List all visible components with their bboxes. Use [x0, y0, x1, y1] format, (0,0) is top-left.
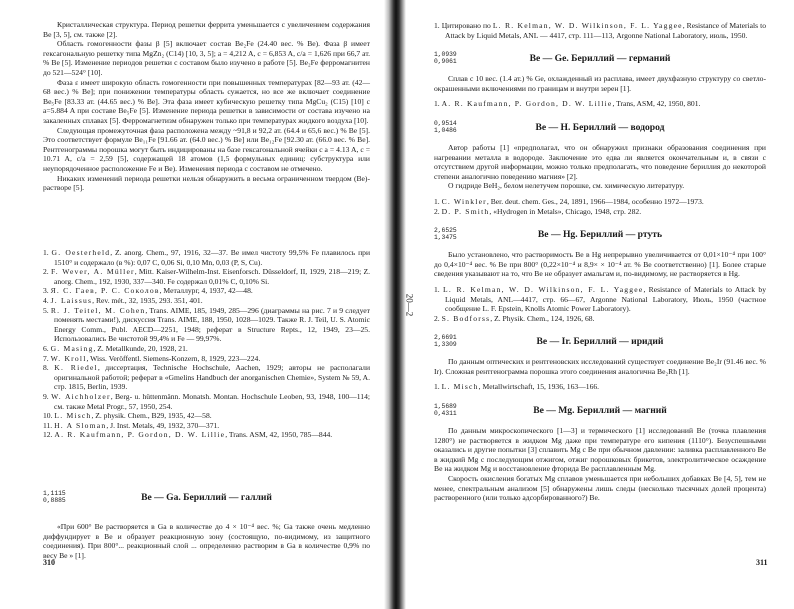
- paragraph: Автор работы [1] «предполагал, что он обнаружил признаки образования соединения при нагревании металла в водороде. Заключение это едва ли является окончательным и, в связи с отсутствием другой информации, можно только предполагать, что поведение бериллия до некоторой степени аналогично поведению магния» [2].: [434, 142, 766, 181]
- section-heading: [434, 227, 766, 247]
- reference: [43, 421, 370, 431]
- reference-text: , Z. Physik. Chem., 124, 1926, 68.: [490, 313, 595, 323]
- reference-number: 12.: [43, 430, 53, 440]
- section-heading: [43, 490, 370, 510]
- reference-author: W. Aichholzer: [51, 391, 111, 401]
- reference-author: K. Riedel: [54, 363, 98, 373]
- reference: [43, 306, 370, 344]
- reference-number: 10.: [43, 411, 53, 421]
- section-body: [434, 143, 766, 191]
- reference: [43, 354, 370, 364]
- section-title: Be — Ir. Бериллий — иридий: [536, 336, 664, 348]
- reference-author: L. Misch: [441, 382, 479, 392]
- reference-text: , Ber. deut. chem. Ges., 24, 1891, 1966—1984, особенно 1972—1973.: [486, 196, 704, 206]
- section-body: [434, 357, 766, 376]
- reference-author: W. Kroll: [50, 353, 87, 363]
- ratio-bottom: 0,8885: [43, 497, 66, 504]
- section: [434, 51, 766, 109]
- reference-number: 2.: [434, 313, 440, 323]
- paragraph: По данным оптических и рентгеновских исследований существует соединение Be₂Ir (91.46 вес. % Ir). Сложная рентгенограмма порошка этого соединения аналогична Be₂Rh [1].: [434, 357, 766, 376]
- reference-number: 1.: [434, 21, 440, 30]
- section-body: [434, 426, 766, 503]
- section-body: [434, 74, 766, 93]
- section-references: [434, 99, 766, 109]
- reference: [43, 430, 370, 440]
- reference: [43, 392, 370, 411]
- section-title: Be — H. Бериллий — водород: [535, 121, 665, 133]
- section: [434, 120, 766, 216]
- section-title: Be — Ga. Бериллий — галлий: [141, 492, 272, 503]
- paragraph: Область гомогенности фазы β [5] включает состав Be₂Fe (24.40 вес. % Be). Фаза β имеет гексагональную решетку типа MgZn₂ (C14) [10, 3, 5]; a = 4,212 A, c = 6,853 A, c/a = 1,626 при 66,7 ат. % Be [5]. Изменение периодов решетки с составом было изучено в работе [5]. Be₂Fe ферромагнитен до 521—524° [10].: [43, 39, 370, 77]
- reference-text: , Trans. ASM, 42, 1950, 785—844.: [225, 430, 333, 440]
- reference-text: , Berg- u. hüttenmänn. Monatsh. Montan. Hochschule Leoben, 93, 1948, 100—114; см. также Metal Progr., 57, 1950, 254.: [54, 391, 370, 411]
- reference-author: L. R. Kelman, W. D. Wilkinson, F. L. Yaggee: [492, 21, 683, 30]
- section-references: [434, 197, 766, 216]
- reference-author: D. P. Smith: [441, 206, 490, 216]
- reference-number: 8.: [43, 363, 49, 373]
- reference-number: 2.: [434, 206, 440, 216]
- right-page-body: [434, 21, 766, 503]
- section: [434, 227, 766, 323]
- paragraph: Скорость окисления богатых Mg сплавов уменьшается при небольших добавках Be [4, 5], тем не менее, спектральным анализом [5] обнаружены лишь следы (несколько тысячных долей процента) растворенного (или только адсорбированного?) Be.: [434, 474, 766, 503]
- reference-text: , Металлург, 4, 1937, 42—48.: [159, 286, 253, 296]
- section-be-ga: [43, 490, 370, 560]
- paragraph: Никаких изменений периода решетки нельзя обнаружить в весьма ограниченном твердом (Be)-растворе [5].: [43, 173, 370, 193]
- page-number-right: 311: [756, 558, 768, 567]
- reference-number: 2.: [43, 267, 49, 277]
- section-heading: [434, 51, 766, 71]
- reference: [434, 197, 766, 207]
- reference-text: , Resistance of Materials to Attack by Liquid Metals, ANL—4417, стр. 66—67, Argonne National Laboratory, Июль, 1950 (частное сообщение L. F. Epstein, Knolls Atomic Power Laboratory).: [445, 284, 766, 314]
- reference-author: C. Winkler: [441, 196, 487, 206]
- reference-number: 7.: [43, 353, 49, 363]
- left-page-references: [43, 248, 370, 440]
- reference-text: , Mitt. Kaiser-Wilhelm-Inst. Eisenforsch. Düsseldorf, II, 1929, 218—219; Z. anorg. Chem., 192, 1930, 337—340. Fe содержал 0,01% C, 0,10% Si.: [54, 267, 370, 286]
- reference: [43, 411, 370, 421]
- section-title: Be — Mg. Бериллий — магний: [533, 405, 667, 417]
- reference-number: 1.: [43, 248, 49, 257]
- reference-author: J. Laissus: [50, 295, 93, 305]
- reference-author: L. R. Kelman, W. D. Wilkinson, F. L. Yaggee: [443, 284, 644, 294]
- reference-author: S. Bodforss: [441, 313, 491, 323]
- reference-text: , Metallwirtschaft, 15, 1936, 163—166.: [478, 382, 600, 392]
- page-number-left: 310: [43, 558, 55, 567]
- paragraph: Фаза ε имеет широкую область гомогенности при повышенных температурах [82—93 ат. (42—68 вес.) % Be]; при понижении температуры область сужается, но все же включает соединение Be₅Fe [83.33 ат. (44.65 вес.) % Be]. Эта фаза имеет кубическую решетку типа MgCu₂ (C15) [10] с a=5.884 A при составе Be₅Fe [5]. Изменение периода решетки в зависимости от состава изучено на закаленных сплавах [5]. Ферромагнетизм обнаружен только при температурах жидкого воздуха [10].: [43, 77, 370, 125]
- ratio-bottom: 1,0486: [434, 126, 457, 134]
- reference-lead: Цитировано по: [441, 21, 493, 30]
- paragraph: О гидриде BeH₂, белом нелетучем порошке, см. химическую литературу.: [448, 181, 685, 191]
- ratio-top: 0,9514: [434, 119, 457, 127]
- reference-author: R. J. Teitel, M. Cohen: [50, 305, 146, 315]
- reference-number: 4.: [43, 295, 49, 305]
- paragraph: Было установлено, что растворимость Be в Hg непрерывно увеличивается от 0,01×10⁻⁴ при 100° до 0,4×10⁻⁴ вес. % Be при 800° (0,22×10⁻⁴ и 8,9× × 10⁻⁴ ат. % Be соответственно) [1]. Более старые сведения указывают на то, что Be не образует амальгам и, по-видимому, не растворяется в Hg.: [434, 250, 766, 279]
- reference-author: A. R. Kaufmann, P. Gordon, D. W. Lillie: [441, 99, 613, 109]
- reference-author: A. R. Kaufmann, P. Gordon, D. W. Lillie: [54, 430, 226, 440]
- reference-number: 1.: [434, 284, 440, 294]
- paragraph: «При 600° Be растворяется в Ga в количестве до 4 × 10⁻⁴ вес. %; Ga также очень медленно диффундирует в Be и образует реакционную зону (состоящую, по-видимому, из защитного соединения). При 800°... реакционный слой ... определенно растворим в Ga в количестве 0,9% по весу Be » [1].: [43, 522, 370, 560]
- section-heading: [434, 334, 766, 354]
- reference-number: 6.: [43, 343, 49, 353]
- reference-text: , «Hydrogen in Metals», Chicago, 1948, стр. 282.: [489, 206, 642, 216]
- reference-author: F. Wever, A. Müller: [50, 267, 135, 277]
- reference-author: Я. С. Гаев, Р. С. Соколов: [50, 286, 160, 296]
- reference-text: , Z. anorg. Chem., 97, 1916, 32—37. Be имел чистоту 99,5% Fe плавилось при 1510° и содержало (в %): 0,07 C, 0,06 Si, 0,10 Mn, 0,03 (P, S, Cu).: [54, 248, 371, 267]
- reference-author: G. Masing: [50, 343, 94, 353]
- reference-number: 1.: [434, 382, 440, 392]
- reference-text: , Z. physik. Chem., B29, 1935, 42—58.: [91, 411, 212, 421]
- paragraph: По данным микроскопического [1—3] и термического [1] исследований Be (точка плавления 1280°) не растворяется в жидком Mg даже при температуре его кипения (1110°). Безуспешными оказались и другие попытки [3] сплавить Mg с Be при обычном давлении: заливка расплавленного Be в жидкий Mg с последующим отжигом, отжиг порошковых брикетов, электролитическое осаждение Be на жидком Mg и восстановление фторида Be расплавленным Mg.: [434, 426, 766, 474]
- ratio-bottom: 0,9061: [434, 58, 457, 66]
- reference: [43, 248, 370, 267]
- gutter-mark: 20—2: [404, 293, 415, 317]
- reference: [434, 314, 766, 324]
- ratio-top: 1,0939: [434, 51, 457, 59]
- paragraph: Следующая промежуточная фаза расположена между ~91,8 и 92,2 ат. (64.4 и 65,6 вес.) % Be [5]. Это соответствует формуле Be₁₁Fe [91.66 ат. (64.0 вес.) % Be] или Be₁₂Fe [92.30 ат. (66.0 вес. % Be]. Рентгенограммы порошка могут быть индицированы на базе гексагональной ячейки с a = 4.13 A, c = 10.71 A, c/a = 2,59 [5], содержащей 18 атомов (1,5 формульных единиц: субструктура или неупорядоченное расположение Fe и Be). Изменения периода с составом не отмечено.: [43, 125, 370, 173]
- ratio-bottom: 1,3475: [434, 234, 457, 242]
- reference-text: , Rev. mét., 32, 1935, 293. 351, 401.: [92, 295, 203, 305]
- paragraph: Сплав с 10 вес. (1.4 ат.) % Ge, охлажденный из расплава, имеет двухфазную структуру со светло-окрашенными включениями по границам и внутри зерен [1].: [434, 74, 766, 93]
- reference: [434, 99, 766, 109]
- section-title: Be — Ge. Бериллий — германий: [529, 53, 671, 65]
- reference: [434, 21, 766, 40]
- ratio-top: 2,6691: [434, 334, 457, 342]
- reference-number: 11.: [43, 420, 53, 430]
- reference-author: G. Oesterheld: [51, 248, 111, 257]
- reference-number: 1.: [434, 196, 440, 206]
- ratio-top: 2,6525: [434, 227, 457, 235]
- ratio-bottom: 1,3309: [434, 341, 457, 349]
- section: [434, 334, 766, 392]
- left-page-body: [43, 20, 370, 193]
- reference: [434, 207, 766, 217]
- reference-author: H. A Sloman: [54, 420, 107, 430]
- reference: [43, 286, 370, 296]
- reference: [43, 363, 370, 392]
- ratio-bottom: 0,4311: [434, 410, 457, 418]
- reference-text: , Trans. AIME, 185, 1949, 285—296 (диаграммы на рис. 7 и 9 следует поменять местами!), дискуссия Trans. AIME, 188, 1950, 1028—1029. Также R. J. Teil, U. S. Atomic Energy Comm., Publ. AECD—2251, 1948; реферат в Structure Repts., 12, 1949, 23—25. Использовались Be чистотой 99,4% и Fe — 99,97%.: [54, 305, 370, 344]
- reference-text: , Trans, ASM, 42, 1950, 801.: [612, 99, 701, 109]
- reference: [43, 267, 370, 286]
- reference: [43, 296, 370, 306]
- section-title: Be — Hg. Бериллий — ртуть: [537, 229, 663, 241]
- section-body: [434, 250, 766, 279]
- reference-author: L. Misch: [54, 411, 92, 421]
- reference: [434, 285, 766, 314]
- reference-text: , J. Inst. Metals, 49, 1932, 370—371.: [106, 420, 220, 430]
- ratio-top: 1,1115: [43, 490, 66, 497]
- section: [434, 403, 766, 503]
- reference-text: , диссертация, Technische Hochschule, Aachen, 1929; авторы не располагали оригинальной работой; реферат в «Gmelins Handbuch der anorganischen Chemie», System № 59, A. стр. 1815, Berlin, 1939.: [54, 363, 371, 392]
- reference: [43, 344, 370, 354]
- reference: [434, 382, 766, 392]
- page-gutter-shadow-left: [384, 0, 396, 609]
- section-heading: [434, 120, 766, 140]
- section-references: [434, 382, 766, 392]
- reference-number: 5.: [43, 305, 49, 315]
- section-heading: [434, 403, 766, 423]
- section-references: [434, 285, 766, 323]
- reference-number: 9.: [43, 391, 49, 401]
- reference-text: , Wiss. Veröffentl. Siemens-Konzern, 8, 1929, 223—224.: [86, 353, 261, 363]
- reference-text: , Z. Metallkunde, 20, 1928, 21.: [93, 343, 188, 353]
- reference-text: , Resistance of Materials to Attack by Liquid Metals, ANL — 4417, стр. 111—113, Argonne National Laboratory, июль, 1950.: [445, 21, 767, 40]
- paragraph: Кристаллическая структура. Период решетки феррита уменьшается с увеличением содержания Be [3, 5], см. также [2].: [43, 20, 370, 39]
- reference-number: 1.: [434, 99, 440, 109]
- ratio-top: 1,5689: [434, 403, 457, 411]
- reference-number: 3.: [43, 286, 49, 296]
